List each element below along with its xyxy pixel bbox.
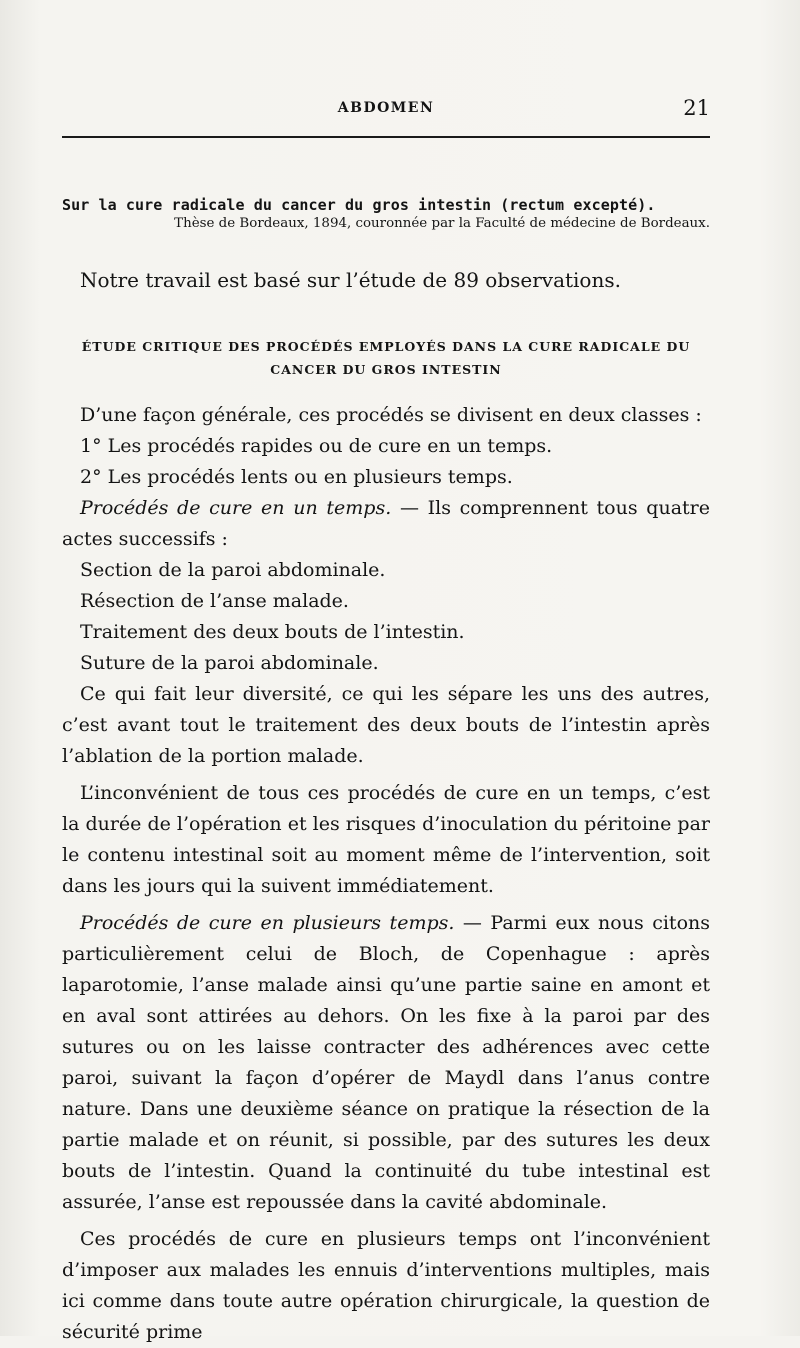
section-heading-line-2: CANCER DU GROS INTESTIN — [270, 362, 502, 377]
list-item-act-2: Résection de l’anse malade. — [80, 590, 349, 612]
multi-stage-heading: Procédés de cure en plusieurs temps. — [80, 912, 455, 934]
paragraph-general: D’une façon générale, ces procédés se divisent en deux classes : — [80, 404, 702, 426]
list-item-act-4: Suture de la paroi abdominale. — [80, 652, 379, 674]
list-item-class-2: 2° Les procédés lents ou en plusieurs temps. — [80, 466, 513, 488]
running-title: ABDOMEN — [337, 100, 435, 116]
paragraph-multi-stage — [62, 908, 710, 1218]
thesis-citation — [62, 196, 710, 231]
paragraph-one-stage — [62, 493, 710, 555]
header-rule — [62, 136, 710, 138]
paragraph-diversity: Ce qui fait leur diversité, ce qui les sépare les uns des autres, c’est avant tout le traitement des deux bouts de l’intestin après l’ablation de la portion malade. — [62, 683, 710, 767]
one-stage-text: — Ils comprennent tous quatre actes successifs : — [62, 497, 710, 550]
page-number: 21 — [683, 96, 710, 120]
thesis-subtitle: Thèse de Bordeaux, 1894, couronnée par la Faculté de médecine de Bordeaux. — [174, 216, 710, 231]
section-heading — [62, 335, 710, 381]
thesis-title: Sur la cure radicale du cancer du gros intestin (rectum excepté). — [62, 196, 656, 214]
page-header — [62, 96, 710, 126]
section-heading-line-1: ÉTUDE CRITIQUE DES PROCÉDÉS EMPLOYÉS DANS LA CURE RADICALE DU — [81, 339, 691, 354]
one-stage-heading: Procédés de cure en un temps. — [80, 497, 392, 519]
paragraph-final: Ces procédés de cure en plusieurs temps ont l’inconvénient d’imposer aux malades les ennuis d’interventions multiples, mais ici comme dans toute autre opération chirurgicale, la question de sécurité prime — [62, 1228, 710, 1343]
paragraph-inconvenient: L’inconvénient de tous ces procédés de cure en un temps, c’est la durée de l’opération et les risques d’inoculation du péritoine par le contenu intestinal soit au moment même de l’intervention, soit dans les jours qui la suivent immédiatement. — [62, 782, 710, 897]
multi-stage-text: — Parmi eux nous citons particulièrement celui de Bloch, de Copenhague : après laparotomie, l’anse malade ainsi qu’une partie saine en amont et en aval sont attirées au dehors. On les fixe à la paroi par des sutures ou on les laisse contracter des adhérences avec cette paroi, suivant la façon d’opérer de Maydl dans l’anus contre nature. Dans une deuxième séance on pratique la résection de la partie malade et on réunit, si possible, par des sutures les deux bouts de l’intestin. Quand la continuité du tube intestinal est assurée, l’anse est repoussée dans la cavité abdominale. — [62, 912, 710, 1213]
lead-sentence: Notre travail est basé sur l’étude de 89 observations. — [80, 268, 621, 292]
list-item-class-1: 1° Les procédés rapides ou de cure en un temps. — [80, 435, 553, 457]
list-item-act-3: Traitement des deux bouts de l’intestin. — [80, 621, 465, 643]
list-item-act-1: Section de la paroi abdominale. — [80, 559, 386, 581]
body-text — [62, 400, 710, 1348]
